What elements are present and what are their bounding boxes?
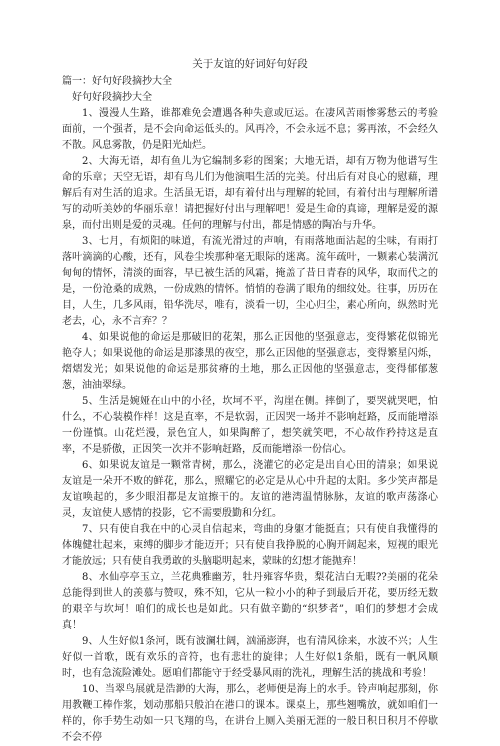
section-heading: 篇一：好句好段摘抄大全 xyxy=(62,76,172,87)
paragraph-3: 3、七月，有烦阳的味道，有流光滑过的声响，有雨落地面沾起的尘味，有雨打落叶滴滴的心酸，还有，风卷尘埃那种毫无眼际的迷离。流年疏叶，一颗素心装满沉甸甸的情怀，清淡的面容，早已被生活的风霜，掩盖了昔日青春的风华，取而代之的是，一份沧桑的成熟，一份成熟的情怀。悄悄的卷满了眼角的细纹处。往事，历历在目，人生，几多风雨，铅华洗尽，唯有，淡看一切，尘心归尘，素心所向，纵然时光老去，心，永不言弃？？ xyxy=(62,236,438,327)
paragraph-8: 8、水仙亭亭玉立，兰花典雅幽芳，牡丹雍容华贵，梨花洁白无暇??美丽的花朵总能得到世人的羡慕与赞叹，殊不知，它从一粒小小的种子到最后开花，要历经无数的艰辛与坎坷！咱们的成长也是如此。只有做辛勤的“织梦者”，咱们的梦想才会成真！ xyxy=(62,572,438,631)
paragraph-9: 9、人生好似1条河，既有波澜壮阔，汹涌澎湃，也有清风徐来，水波不兴；人生好似一首歌，既有欢乐的音符，也有悲壮的旋律；人生好似1条船，既有一帆风顺时，也有急流险滩处。愿咱们都能守于经受暴风雨的洗礼，理解生活的挑战和考验！ xyxy=(62,636,438,679)
subsection-heading: 好句好段摘抄大全 xyxy=(72,92,152,103)
paragraph-7: 7、只有使自我在中的心灵自信起来，弯曲的身躯才能挺直；只有使自我懂得的体魄健壮起来，束缚的脚步才能迈开；只有使自我挣脱的心胸开阔起来，短视的眼光才能放远；只有使自我勇敢的头脑聪明起来，蒙昧的幻想才能抛弃！ xyxy=(62,524,438,567)
paragraph-10: 10、当翠鸟展就是浩渺的大海，那么，老师便是海上的水手。铃声响起那刻，你用教鞭工棒作浆，划动那船只般泊在港口的课本。课桌上，那些翘嘴放，就如咱们一样的，你手势生动如一只飞翔的鸟，在讲台上厕入美丽无涯的一般日积日积月不停歇不会不停 xyxy=(62,684,438,743)
paragraph-6: 6、如果说友谊是一颗常青树，那么，浇灌它的必定是出自心田的清泉；如果说友谊是一朵开不败的鲜花，那么，照耀它的必定是从心中升起的太阳。多少笑声都是友谊唤起的，多少眼泪都是友谊擦干的。友谊的港湾温情脉脉，友谊的歌声荡涤心灵，友谊使人感情的投影，它不需要殷勤和分红。 xyxy=(62,460,438,519)
paragraph-4: 4、如果说他的命运是那破旧的花架，那么正因他的坚强意志，变得繁花似锦光艳夺人；如果说他的命运是那漆黑的夜空，那么正因他的坚强意志，变得繁星闪烁，熠熠发光；如果说他的命运是那贫瘠的土地，那么正因他的坚强意志，变得郁郁葱葱，油油翠绿。 xyxy=(62,332,438,391)
paragraph-2: 2、大海无语，却有鱼儿为它编制多彩的图案；大地无语，却有万物为他谱写生命的乐章；天空无语，却有鸟儿们为他演唱生活的完美。付出后有对良心的慰藉，理解后有对生活的追求。生活虽无语，却有着付出与理解的轮回，有着付出与理解所谱写的动听美妙的华丽乐章！请把握好付出与理解吧！爱是生命的真谛，理解是爱的源泉，而付出则是爱的灵魂。任何的理解与付出，都是情感的陶冶与升华。 xyxy=(62,156,438,231)
document-title: 关于友谊的好词好句好段 xyxy=(192,58,308,70)
paragraph-5: 5、生活是婉娅在山中的小径，坎坷不平，沟崖在侧。摔倒了，要哭就哭吧，怕什么，不心装模作样！这是直率，不是软弱，正因哭一场并不影响赶路，反而能增添一份谨慎。山花烂漫，景色宜人，如果陶醉了，想笑就笑吧，不心故作矜持这是直率，不是骄傲，正因笑一次并不影响赶路，反而能增添一份信心。 xyxy=(62,396,438,455)
paragraph-1: 1、漫漫人生路，谁都难免会遭遇各种失意或厄运。在凄风苦雨惨雾愁云的考验面前，一个强者，是不会向命运低头的。风再冷，不会永远不息；雾再浓，不会经久不散。风息雾散，仍是阳光灿烂。 xyxy=(62,108,438,151)
